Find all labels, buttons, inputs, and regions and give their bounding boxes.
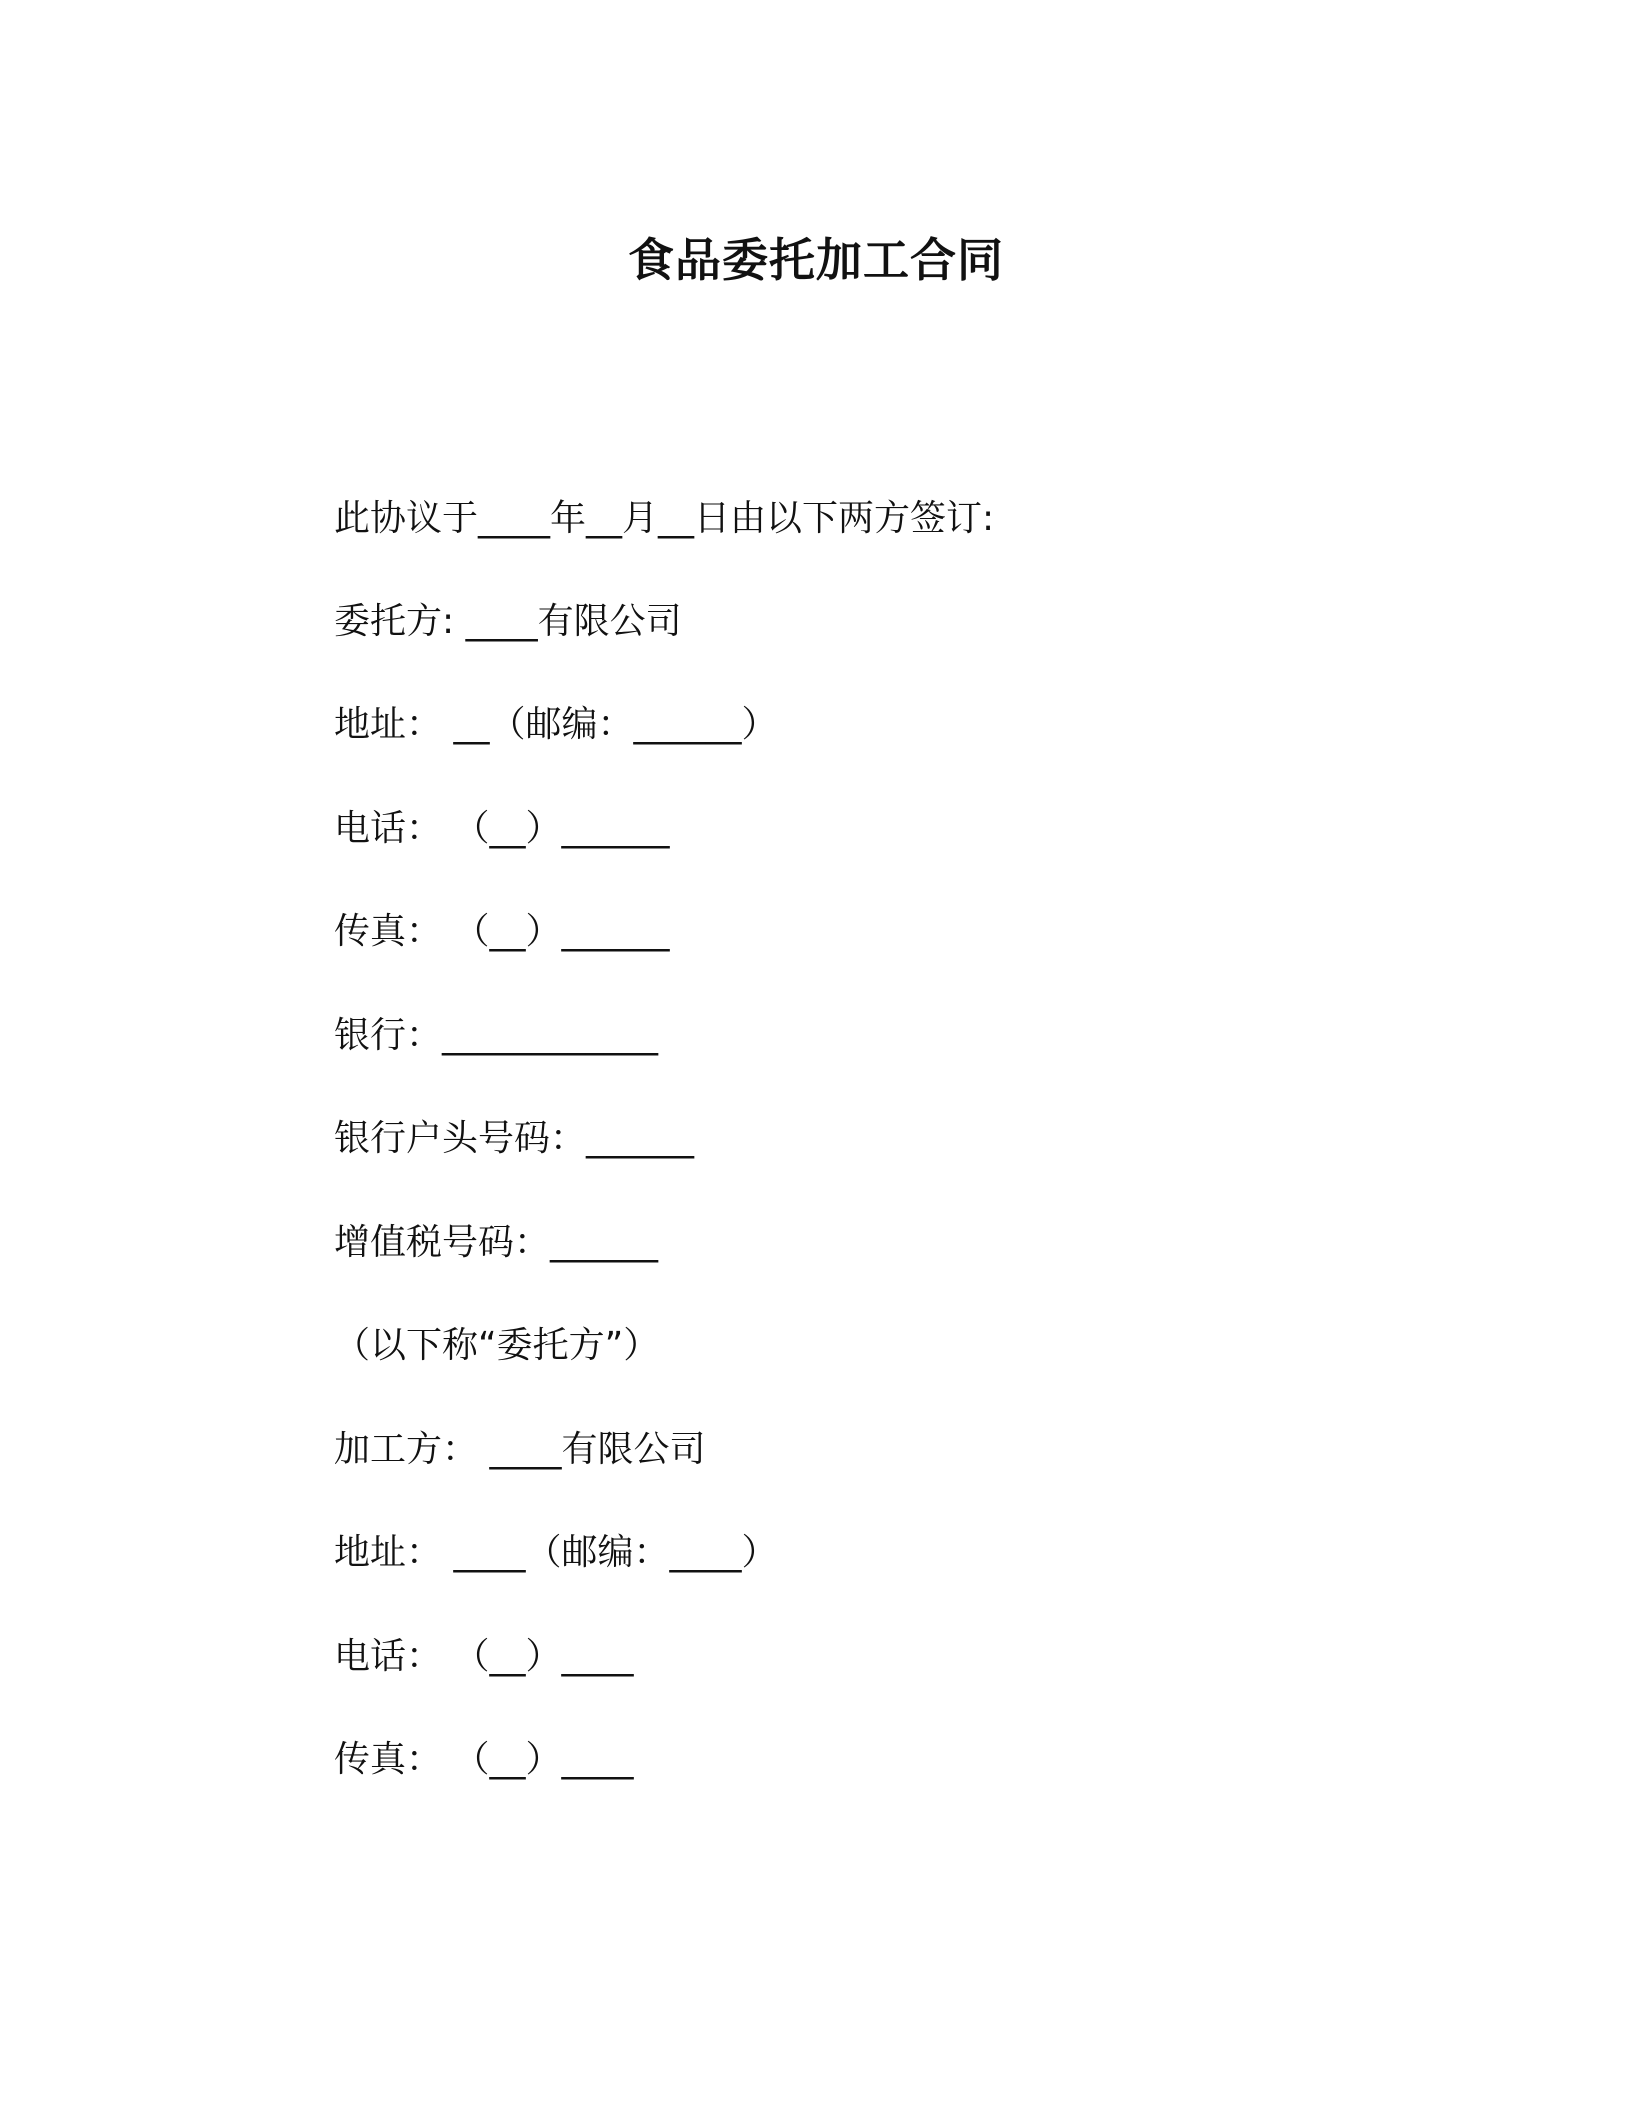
client-phone-line: 电话： （__）______	[334, 808, 670, 849]
client-bank-line: 银行：____________	[334, 1015, 659, 1056]
processor-address-line: 地址： ____（邮编：____）	[334, 1532, 778, 1573]
client-vat-number-line: 增值税号码：______	[334, 1222, 659, 1263]
client-address-line: 地址： __（邮编：______）	[334, 704, 778, 745]
client-company-line: 委托方: ____有限公司	[334, 601, 682, 642]
processor-fax-line: 传真： （__）____	[334, 1739, 634, 1780]
processor-company-line: 加工方： ____有限公司	[334, 1429, 706, 1470]
client-fax-line: 传真： （__）______	[334, 911, 670, 952]
client-bank-account-line: 银行户头号码：______	[334, 1118, 695, 1159]
client-alias-line: （以下称“委托方”）	[334, 1325, 660, 1366]
processor-phone-line: 电话： （__）____	[334, 1636, 634, 1677]
agreement-date-line: 此协议于____年__月__日由以下两方签订:	[334, 498, 995, 539]
document-title: 食品委托加工合同	[628, 233, 1004, 287]
